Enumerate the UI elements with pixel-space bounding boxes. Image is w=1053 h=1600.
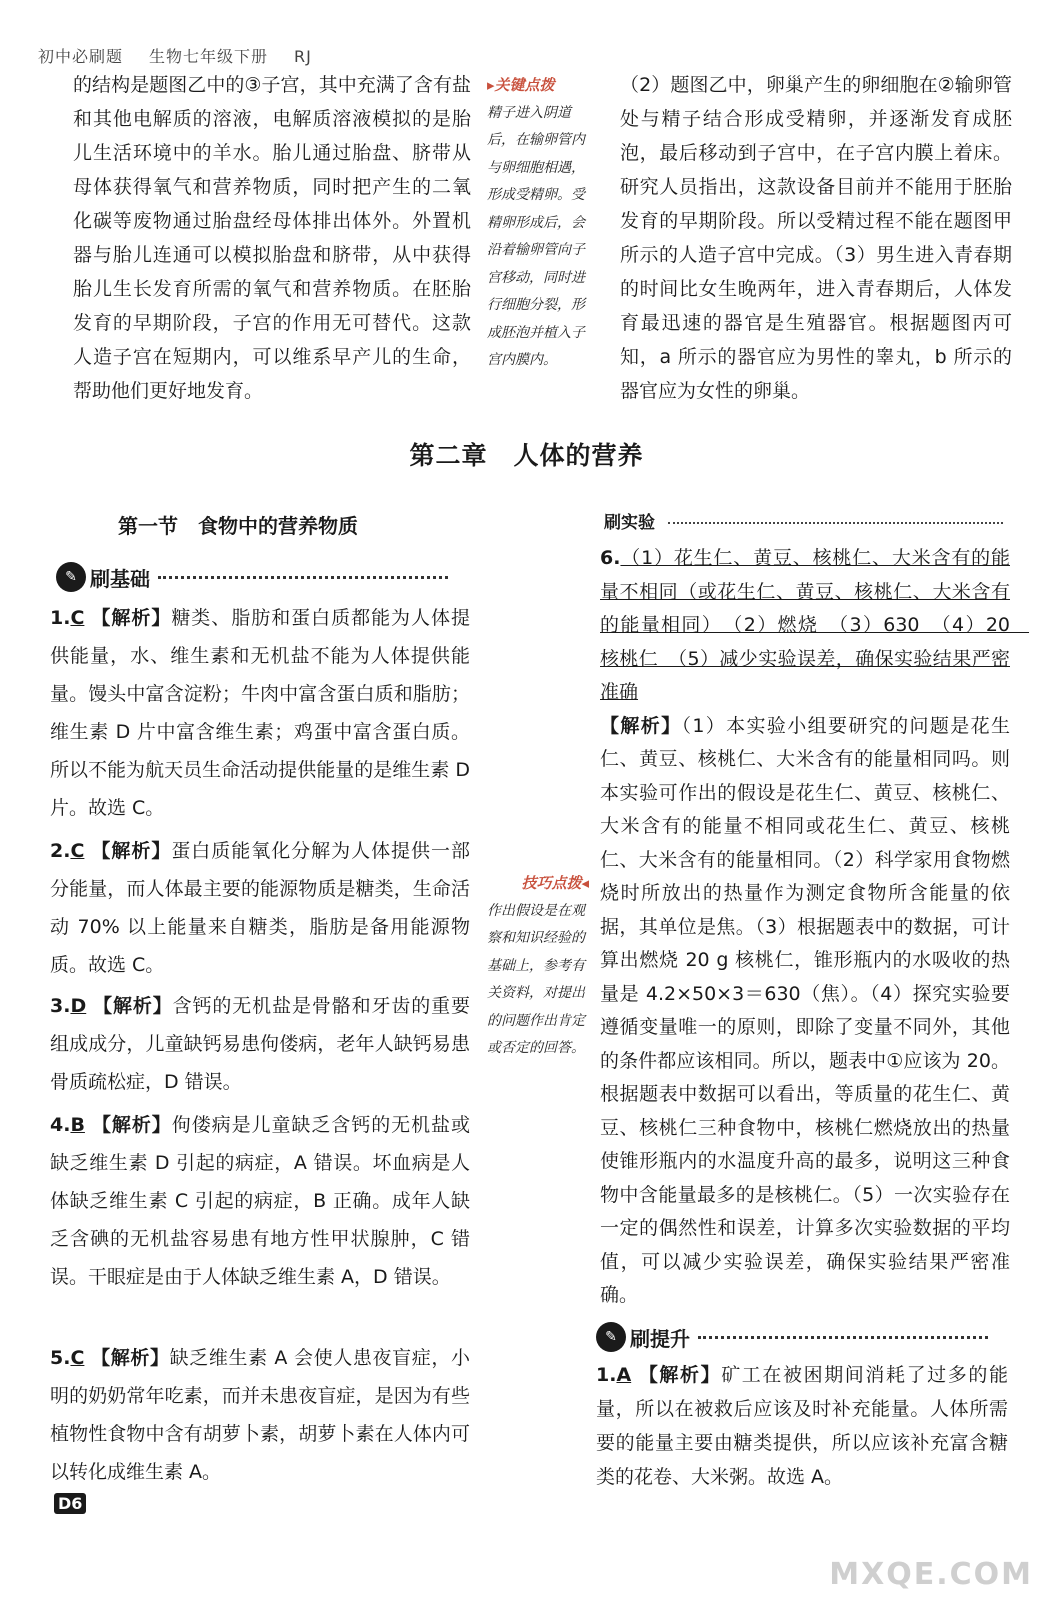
analysis-text: 糖类、脂肪和蛋白质都能为人体提供能量，水、维生素和无机盐不能为人体提供能量。馒头中富含淀粉；牛肉中富含蛋白质和脂肪；维生素 D 片中富含维生素；鸡蛋中富含蛋白质。所以不能为航天员生命活动提供能量的是维生素 D 片。故选 C。 bbox=[50, 607, 470, 819]
advanced-item-1 bbox=[596, 1358, 1008, 1494]
item-number: 3. bbox=[50, 995, 71, 1017]
section-title: 第一节 食物中的营养物质 bbox=[118, 514, 358, 538]
analysis-text: 佝偻病是儿童缺乏含钙的无机盐或缺乏维生素 D 引起的病症，A 错误。坏血病是人体缺乏维生素 C 引起的病症，B 正确。成年人缺乏含碘的无机盐容易患有地方性甲状腺肿，C 错误。干眼症是由于人体缺乏维生素 A，D 错误。 bbox=[50, 1114, 470, 1288]
analysis-text: 缺乏维生素 A 会使人患夜盲症，小明的奶奶常年吃素，而并未患夜盲症，是因为有些植物性食物中含有胡萝卜素，胡萝卜素在人体内可以转化成维生素 A。 bbox=[50, 1347, 470, 1483]
divider-dots bbox=[668, 522, 1003, 524]
analysis-tag: 【解析】 bbox=[91, 840, 172, 862]
advanced-practice-badge bbox=[596, 1322, 988, 1352]
analysis-tag: 【解析】 bbox=[91, 607, 172, 629]
answer-item-4 bbox=[50, 1106, 470, 1296]
answer-item-2 bbox=[50, 832, 470, 984]
analysis-tag: 【解析】 bbox=[91, 1347, 170, 1369]
top-right-paragraph bbox=[620, 68, 1012, 408]
answer-item-5 bbox=[50, 1339, 470, 1491]
top-left-text: 的结构是题图乙中的③子宫，其中充满了含有盐和其他电解质的溶液，电解质溶液模拟的是胎儿生活环境中的羊水。胎儿通过胎盘、脐带从母体获得氧气和营养物质，同时把产生的二氧化碳等废物通过胎盘经母体排出体外。外置机器与胎儿连通可以模拟胎盘和脐带，从中获得胎儿生长发育所需的氧气和营养物质。在胚胎发育的早期阶段，子宫的作用无可替代。这款人造子宫在短期内，可以维系早产儿的生命，帮助他们更好地发育。 bbox=[73, 74, 471, 402]
analysis-tag: 【解析】 bbox=[638, 1364, 722, 1386]
page-number: D6 bbox=[54, 1493, 86, 1514]
edition: RJ bbox=[294, 47, 312, 66]
analysis-tag: 【解析】 bbox=[91, 1114, 172, 1136]
basic-practice-badge bbox=[56, 562, 448, 592]
watermark: MXQE.COM bbox=[829, 1557, 1033, 1592]
answer-text: （1）花生仁、黄豆、核桃仁、大米含有的能量不相同（或花生仁、黄豆、核桃仁、大米含有的能量相同） （2）燃烧 （3）630 （4）20 核桃仁 （5）减少实验误差，确保实验结果严密准确 bbox=[600, 547, 1030, 703]
key-tip-title-text: 关键点拨 bbox=[494, 76, 555, 94]
analysis-text: 矿工在被困期间消耗了过多的能量，所以在被救后应该及时补充能量。人体所需要的能量主要由糖类提供，所以应该补充富含糖类的花卷、大米粥。故选 A。 bbox=[596, 1364, 1008, 1488]
skill-tip-body: 作出假设是在观察和知识经验的基础上，参考有关资料，对提出的问题作出肯定或否定的回答。 bbox=[487, 902, 585, 1056]
answer-choice: A bbox=[616, 1364, 632, 1386]
analysis-text: 蛋白质能氧化分解为人体提供一部分能量，而人体最主要的能源物质是糖类，生命活动 70% 以上能量来自糖类，脂肪是备用能源物质。故选 C。 bbox=[50, 840, 470, 976]
book-name: 生物七年级下册 bbox=[149, 47, 269, 66]
skill-tip-title-text: 技巧点拨 bbox=[521, 874, 582, 892]
skill-tip-note bbox=[487, 870, 589, 1063]
item-number: 1. bbox=[50, 607, 71, 629]
answer-item-1 bbox=[50, 599, 470, 827]
answer-choice: C bbox=[70, 607, 85, 629]
divider-dots bbox=[158, 576, 448, 579]
item-number: 1. bbox=[596, 1364, 617, 1386]
analysis-text: （1）本实验小组要研究的问题是花生仁、黄豆、核桃仁、大米含有的能量相同吗。则本实验可作出的假设是花生仁、黄豆、核桃仁、大米含有的能量不相同或花生仁、黄豆、核桃仁、大米含有的能量相同。（2）科学家用食物燃烧时所放出的热量作为测定食物所含能量的依据，其单位是焦。（3）根据题表中的数据，可计算出燃烧 20 g 核桃仁，锥形瓶内的水吸收的热量是 4.2×50×3＝630（焦）。（4）探究实验要遵循变量唯一的原则，即除了变量不同外，其他的条件都应该相同。所以，题表中①应该为 20。根据题表中数据可以看出，等质量的花生仁、黄豆、核桃仁三种食物中，核桃仁燃烧放出的热量使锥形瓶内的水温度升高的最多，说明这三种食物中含能量最多的是核桃仁。（5）一次实验存在一定的偶然性和误差，计算多次实验数据的平均值，可以减少实验误差，确保实验结果严密准确。 bbox=[600, 714, 1010, 1306]
item-number: 2. bbox=[50, 840, 71, 862]
series-name: 初中必刷题 bbox=[38, 47, 124, 66]
top-left-paragraph bbox=[73, 68, 471, 408]
experiment-label: 刷实验 bbox=[604, 513, 655, 533]
key-tip-note bbox=[487, 72, 589, 375]
divider-dots bbox=[698, 1336, 988, 1339]
answer-choice: C bbox=[70, 1347, 85, 1369]
top-right-text: （2）题图乙中，卵巢产生的卵细胞在②输卵管处与精子结合形成受精卵，并逐渐发育成胚泡，最后移动到子宫中，在子宫内膜上着床。研究人员指出，这款设备目前并不能用于胚胎发育的早期阶段。所以受精过程不能在题图甲所示的人造子宫中完成。（3）男生进入青春期的时间比女生晚两年，进入青春期后，人体发育最迅速的器官是生殖器官。根据题图丙可知，a 所示的器官应为男性的睾丸，b 所示的器官应为女性的卵巢。 bbox=[620, 74, 1012, 402]
advanced-practice-label: 刷提升 bbox=[630, 1326, 690, 1351]
key-tip-body: 精子进入阴道后，在输卵管内与卵细胞相遇，形成受精卵。受精卵形成后，会沿着输卵管向子宫移动，同时进行细胞分裂，形成胚泡并植入子宫内膜内。 bbox=[487, 104, 585, 368]
basic-practice-label: 刷基础 bbox=[90, 566, 150, 591]
item-number: 5. bbox=[50, 1347, 71, 1369]
analysis-text: 含钙的无机盐是骨骼和牙齿的重要组成成分，儿童缺钙易患佝偻病，老年人缺钙易患骨质疏松症，D 错误。 bbox=[50, 995, 470, 1093]
running-header bbox=[38, 44, 338, 67]
pencil-icon: ✎ bbox=[596, 1322, 626, 1352]
answer-item-6 bbox=[600, 542, 1030, 1313]
analysis-tag: 【解析】 bbox=[93, 995, 173, 1017]
answer-choice: D bbox=[70, 995, 87, 1017]
answer-choice: B bbox=[70, 1114, 85, 1136]
answer-item-3 bbox=[50, 987, 470, 1101]
pencil-icon: ✎ bbox=[56, 562, 86, 592]
item-number: 6. bbox=[600, 547, 621, 569]
item-number: 4. bbox=[50, 1114, 71, 1136]
chapter-title: 第二章 人体的营养 bbox=[409, 441, 644, 470]
answer-choice: C bbox=[70, 840, 85, 862]
key-tip-title: ▸关键点拨 bbox=[487, 76, 555, 94]
skill-tip-title: 技巧点拨◂ bbox=[521, 874, 589, 892]
analysis-tag: 【解析】 bbox=[600, 714, 682, 737]
